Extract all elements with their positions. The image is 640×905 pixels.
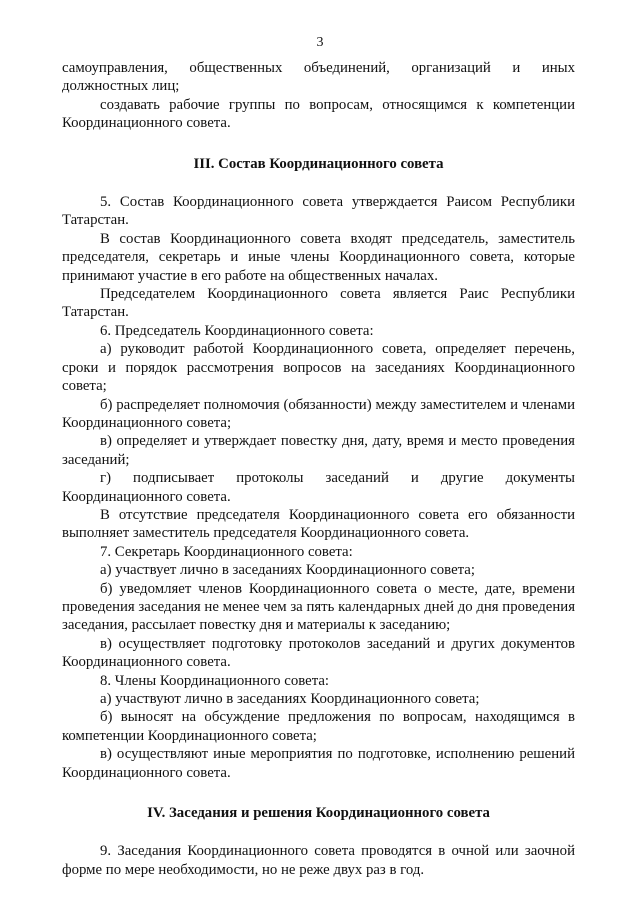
paragraph: в) определяет и утверждает повестку дня, дату, время и место проведения заседаний; (62, 433, 575, 468)
paragraph: В состав Координационного совета входят председатель, заместитель председателя, секретарь и иные члены Координационного совета, которые принимают участие в его работе на общественных началах. (62, 230, 575, 284)
paragraph: г) подписывает протоколы заседаний и другие документы Координационного совета. (62, 470, 575, 505)
paragraph: 6. Председатель Координационного совета: (100, 322, 374, 339)
paragraph: б) распределяет полномочия (обязанности) между заместителем и членами Координационного совета; (62, 396, 575, 431)
paragraph: б) выносят на обсуждение предложения по вопросам, находящимся в компетенции Координационного совета; (62, 709, 575, 744)
paragraph: создавать рабочие группы по вопросам, относящимся к компетенции Координационного совета. (62, 96, 575, 132)
paragraph: 8. Члены Координационного совета: (100, 672, 330, 689)
paragraph: самоуправления, общественных объединений, организаций и иных должностных лиц; (62, 60, 575, 95)
paragraph: в) осуществляют иные мероприятия по подготовке, исполнению решений Координационного совета. (62, 746, 575, 781)
section-heading: IV. Заседания и решения Координационного совета (147, 805, 490, 822)
page-number: 3 (316, 35, 324, 50)
paragraph: а) руководит работой Координационного совета, определяет перечень, сроки и порядок рассмотрения вопросов на заседаниях Координационного совета; (62, 341, 575, 395)
document-body (62, 59, 575, 879)
paragraph: а) участвует лично в заседаниях Координационного совета; (100, 562, 475, 579)
paragraph: 5. Состав Координационного совета утверждается Раисом Республики Татарстан. (62, 194, 575, 229)
paragraph: б) уведомляет членов Координационного совета о месте, дате, времени проведения заседания не менее чем за пять календарных дней до дня проведения заседания, рассылает повестку дня и материалы к заседанию; (62, 580, 576, 634)
paragraph: а) участвуют лично в заседаниях Координационного совета; (100, 691, 480, 707)
paragraph: 9. Заседания Координационного совета проводятся в очной или заочной форме по мере необходимости, но не реже двух раз в год. (62, 843, 575, 878)
section-heading: III. Состав Координационного совета (193, 155, 444, 172)
paragraph: В отсутствие председателя Координационного совета его обязанности выполняет заместитель председателя Координационного совета. (62, 506, 575, 542)
paragraph: в) осуществляет подготовку протоколов заседаний и других документов Координационного совета. (62, 635, 575, 671)
paragraph: 7. Секретарь Координационного совета: (100, 543, 353, 560)
paragraph: Председателем Координационного совета является Раис Республики Татарстан. (62, 286, 575, 321)
